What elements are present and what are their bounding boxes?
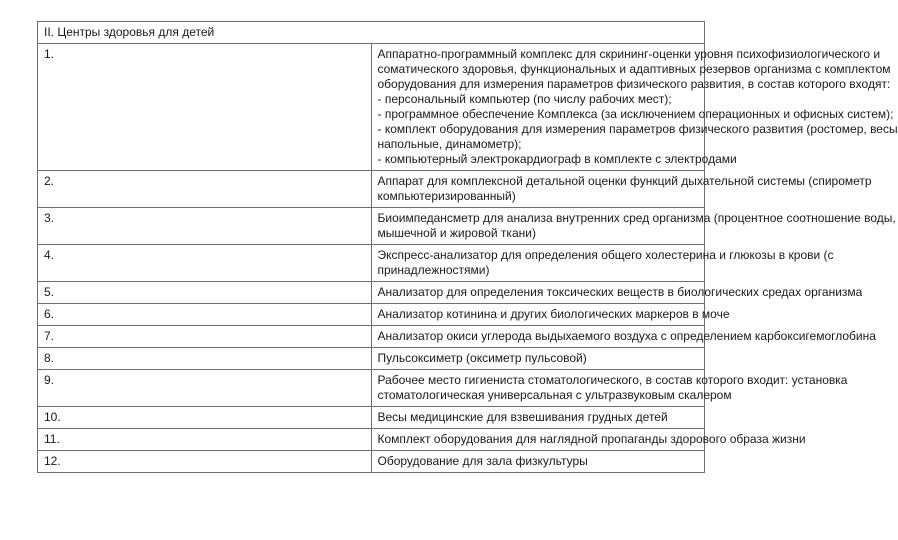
description-line: - персональный компьютер (по числу рабочих мест);: [377, 92, 672, 106]
row-number: 4.: [38, 245, 372, 282]
description-line: Аппаратно-программный комплекс для скрининг-оценки уровня психофизиологического и: [377, 47, 881, 61]
description-line: - комплект оборудования для измерения параметров физического развития (ростомер, весы: [377, 122, 898, 136]
row-number: 9.: [38, 370, 372, 407]
row-number: 1.: [38, 44, 372, 171]
description-line: Анализатор для определения токсических веществ в биологических средах организма: [377, 285, 863, 299]
row-number: 11.: [38, 429, 372, 451]
description-line: оборудования для измерения параметров физического развития, в состав которого входят:: [377, 77, 891, 91]
row-number: 10.: [38, 407, 372, 429]
row-description: [371, 282, 863, 304]
description-line: Биоимпедансметр для анализа внутренних сред организма (процентное соотношение воды,: [377, 211, 896, 225]
table-row: [38, 326, 705, 348]
section-header-row: [38, 22, 705, 44]
table-row: [38, 348, 705, 370]
table-row: [38, 451, 705, 473]
description-line: Анализатор котинина и других биологических маркеров в моче: [377, 307, 730, 321]
row-description: [371, 245, 834, 282]
description-line: Аппарат для комплексной детальной оценки функций дыхательной системы (спирометр: [377, 174, 872, 188]
description-line: Оборудование для зала физкультуры: [377, 454, 588, 468]
row-number: 5.: [38, 282, 372, 304]
row-number: 12.: [38, 451, 372, 473]
description-line: Экспресс-анализатор для определения общего холестерина и глюкозы в крови (с: [377, 248, 834, 262]
row-number: 3.: [38, 208, 372, 245]
table-row: [38, 208, 705, 245]
description-line: - компьютерный электрокардиограф в комплекте с электродами: [377, 152, 737, 166]
row-description: [371, 208, 896, 245]
description-line: Комплект оборудования для наглядной пропаганды здорового образа жизни: [377, 432, 806, 446]
equipment-table: [37, 21, 898, 473]
description-line: компьютеризированный): [377, 189, 516, 203]
row-number: 2.: [38, 171, 372, 208]
description-line: мышечной и жировой ткани): [377, 226, 536, 240]
row-description: [371, 429, 806, 451]
description-line: - программное обеспечение Комплекса (за исключением операционных и офисных систем);: [377, 107, 894, 121]
row-description: [371, 326, 876, 348]
row-number: 8.: [38, 348, 372, 370]
row-description: [371, 407, 705, 429]
description-line: соматического здоровья, функциональных и адаптивных резервов организма с комплектом: [377, 62, 891, 76]
table-row: [38, 282, 705, 304]
description-line: стоматологическая универсальная с ультразвуковым скалером: [377, 388, 732, 402]
row-description: [371, 451, 705, 473]
row-description: [371, 171, 872, 208]
row-description: [371, 44, 898, 171]
table-row: [38, 171, 705, 208]
row-description: [371, 370, 848, 407]
table-row: [38, 370, 705, 407]
description-line: Анализатор окиси углерода выдыхаемого воздуха с определением карбоксигемоглобина: [377, 329, 876, 343]
row-description: [371, 304, 730, 326]
table-row: [38, 304, 705, 326]
description-line: принадлежностями): [377, 263, 490, 277]
table-row: [38, 245, 705, 282]
table-row: [38, 407, 705, 429]
row-number: 6.: [38, 304, 372, 326]
description-line: Весы медицинские для взвешивания грудных детей: [377, 410, 668, 424]
row-number: 7.: [38, 326, 372, 348]
row-description: [371, 348, 705, 370]
table-row: [38, 429, 705, 451]
description-line: напольные, динамометр);: [377, 137, 522, 151]
table-body: [38, 22, 898, 473]
section-title: II. Центры здоровья для детей: [38, 22, 705, 44]
description-line: Пульсоксиметр (оксиметр пульсовой): [377, 351, 587, 365]
table-row: [38, 44, 705, 171]
description-line: Рабочее место гигиениста стоматологического, в состав которого входит: установка: [377, 373, 848, 387]
